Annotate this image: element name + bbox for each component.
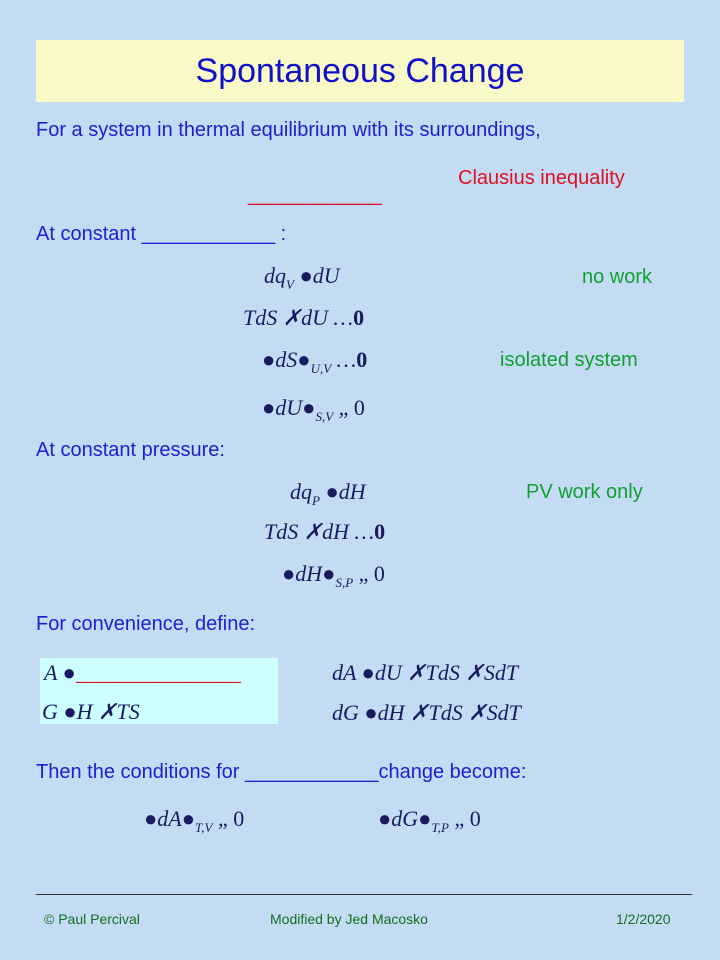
conditions-prefix: Then the conditions for (36, 761, 246, 783)
eq-text: TdS ✗dU … (243, 305, 354, 330)
page-title: Spontaneous Change (195, 51, 525, 90)
isolated-note: isolated system (500, 349, 638, 371)
constant-heading (36, 223, 286, 246)
eq-rest: … (331, 347, 357, 372)
equation-da-tv (144, 806, 244, 836)
eq-text: dq (264, 263, 286, 288)
dg-equation: dG ●dH ✗TdS ✗SdT (332, 700, 521, 725)
eq-subscript: T,P (431, 820, 449, 835)
eq-bold: 0 (374, 519, 386, 544)
equation-tds-du (243, 305, 364, 331)
da-equation: dA ●dU ✗TdS ✗SdT (332, 660, 519, 685)
eq-rest: „ 0 (212, 806, 245, 831)
eq-text: ●dS● (262, 347, 311, 372)
eq-subscript: T,V (195, 820, 213, 835)
helmholtz-definition (44, 660, 241, 686)
constant-suffix: : (275, 223, 287, 245)
pv-work-note: PV work only (526, 481, 643, 503)
eq-bold: 0 (356, 347, 368, 372)
eq-subscript: V (286, 277, 294, 292)
equation-dg-tp (378, 806, 481, 836)
a-blank: _______________ (75, 660, 241, 685)
eq-rest: ●dU (293, 263, 340, 288)
intro-text: For a system in thermal equilibrium with its surroundings, (36, 119, 541, 141)
equation-tds-dh (264, 519, 385, 545)
define-heading: For convenience, define: (36, 613, 256, 635)
clausius-blank: ____________ (248, 184, 382, 206)
eq-text: TdS ✗dH … (264, 519, 375, 544)
eq-rest: „ 0 (448, 806, 481, 831)
title-banner (36, 40, 684, 102)
pressure-heading: At constant pressure: (36, 439, 225, 461)
eq-text: ●dH● (282, 561, 336, 586)
footer-modified: Modified by Jed Macosko (270, 911, 428, 927)
equation-du-sv (262, 395, 365, 425)
eq-rest: „ 0 (333, 395, 365, 420)
conditions-text (36, 761, 526, 784)
eq-text: dq (290, 479, 312, 504)
eq-subscript: S,P (335, 575, 354, 590)
constant-prefix: At constant (36, 223, 142, 245)
eq-subscript: U,V (310, 361, 332, 376)
constant-blank: ____________ (141, 223, 276, 245)
eq-rest: „ 0 (353, 561, 385, 586)
footer-date: 1/2/2020 (616, 911, 671, 927)
clausius-label: Clausius inequality (458, 167, 625, 189)
no-work-note: no work (582, 266, 653, 288)
eq-bold: 0 (353, 305, 365, 330)
eq-subscript: S,V (315, 409, 334, 424)
equation-ds-uv (262, 347, 367, 377)
eq-text: ●dU● (262, 395, 316, 420)
conditions-suffix: change become: (378, 761, 527, 783)
eq-text: ●dA● (144, 806, 196, 831)
gibbs-definition: G ●H ✗TS (42, 699, 140, 724)
eq-rest: ●dH (319, 479, 366, 504)
footer-divider (36, 894, 692, 895)
equation-dqv (264, 263, 340, 293)
a-def: A ● (44, 660, 76, 685)
conditions-blank: ____________ (245, 761, 379, 783)
footer-copyright: © Paul Percival (44, 911, 140, 927)
equation-dh-sp (282, 561, 385, 591)
eq-text: ●dG● (378, 806, 432, 831)
eq-subscript: P (312, 493, 320, 508)
equation-dqp (290, 479, 366, 509)
